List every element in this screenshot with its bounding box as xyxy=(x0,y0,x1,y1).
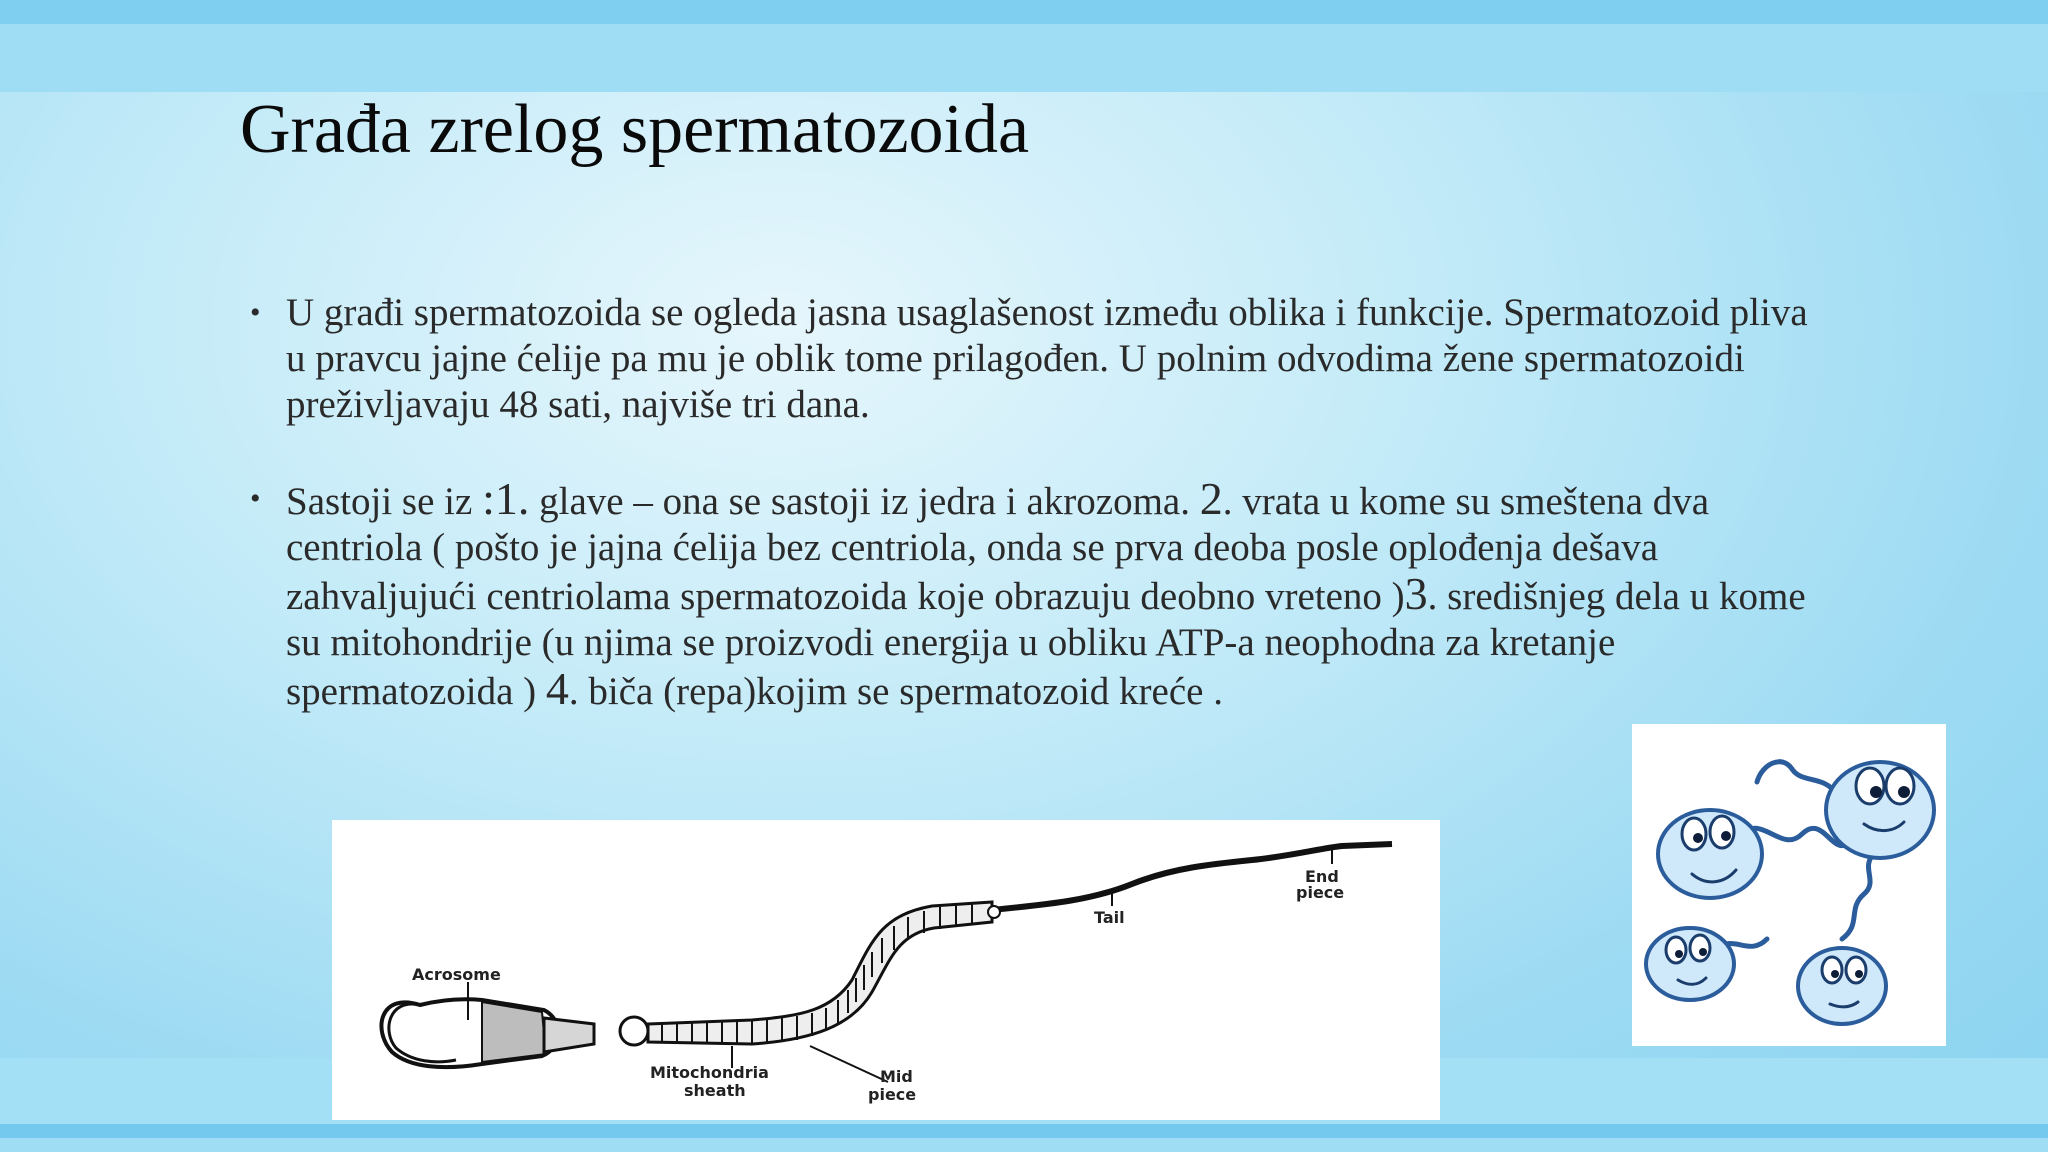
bullet-text-part: . vrata u kome su smeštena dva centriola ( pošto je jajna ćelija bez centriola, onda se prva deoba posle oplođenja dešava zahvaljujući centriolama spermatozoida koje obrazuju deobno vreteno ) xyxy=(286,480,1709,618)
cartoon-sperm-illustration xyxy=(1632,724,1946,1046)
label-mitochondria: Mitochondria xyxy=(650,1063,769,1082)
cartoon-pupil xyxy=(1721,831,1731,841)
cartoon-head xyxy=(1658,810,1762,898)
cartoon-pupil xyxy=(1831,970,1839,978)
cartoon-eye xyxy=(1822,957,1842,983)
bullet-dot: • xyxy=(250,482,261,515)
top-band xyxy=(0,0,2048,92)
sperm-diagram-svg xyxy=(332,820,1440,1120)
label-tail: Tail xyxy=(1094,908,1125,927)
neck-bead xyxy=(620,1017,648,1045)
cartoon-pupil xyxy=(1855,970,1863,978)
bullet-text-part: . središnjeg dela u kome su mitohondrije (u njima se proizvodi energija u obliku ATP-a neophodna za kretanje spermatozoida ) xyxy=(286,575,1806,713)
cartoon-head xyxy=(1798,948,1886,1024)
bullet-text-part: glave – ona se sastoji iz jedra i akrozoma. xyxy=(529,480,1200,523)
label-mid: Mid xyxy=(880,1067,913,1086)
mid-pointer xyxy=(810,1046,888,1082)
bullet-text: U građi spermatozoida se ogleda jasna usaglašenost između oblika i funkcije. Spermatozoid pliva u pravcu jajne ćelije pa mu je oblik tome prilagođen. U polnim odvodima žene spermatozoidi preživljavaju 48 sati, najviše tri dana. xyxy=(286,291,1808,426)
bullet-number: 3 xyxy=(1404,568,1428,619)
slide-content xyxy=(250,290,1810,715)
cartoon-tail xyxy=(1757,762,1837,794)
cartoon-svg xyxy=(1632,724,1946,1046)
sperm-diagram xyxy=(332,820,1440,1120)
label-sheath: sheath xyxy=(684,1081,746,1100)
bullet-text-part: Sastoji se iz xyxy=(286,480,483,523)
cartoon-eye xyxy=(1886,768,1914,804)
cartoon-tail xyxy=(1842,856,1872,939)
cartoon-pupil xyxy=(1898,786,1910,798)
sperm-neck xyxy=(544,1018,594,1052)
bullet-number: 2 xyxy=(1199,473,1223,524)
head-shading xyxy=(482,1002,546,1062)
cartoon-eye xyxy=(1710,816,1734,848)
bullet-item xyxy=(250,473,1810,715)
label-acrosome: Acrosome xyxy=(412,965,501,984)
annulus xyxy=(988,906,1000,918)
cartoon-pupil xyxy=(1675,950,1683,958)
cartoon-pupil xyxy=(1693,833,1703,843)
cartoon-pupil xyxy=(1699,948,1707,956)
label-end: End xyxy=(1305,867,1339,886)
label-end-piece: piece xyxy=(1296,883,1345,902)
cartoon-eye xyxy=(1856,768,1884,804)
bullet-number: 4 xyxy=(545,663,569,714)
cartoon-eye xyxy=(1682,818,1706,850)
bullet-dot: • xyxy=(250,296,261,329)
cartoon-head xyxy=(1646,928,1734,1000)
cartoon-eye xyxy=(1690,935,1710,961)
bullet-number: :1. xyxy=(482,473,530,524)
cartoon-pupil xyxy=(1870,786,1882,798)
bullet-text-part: . biča (repa)kojim se spermatozoid kreće . xyxy=(568,670,1223,713)
label-piece: piece xyxy=(868,1085,917,1104)
slide-title: Građa zrelog spermatozoida xyxy=(240,91,1030,168)
cartoon-eye xyxy=(1666,937,1686,963)
bullet-item xyxy=(250,290,1810,428)
cartoon-eye xyxy=(1846,957,1866,983)
